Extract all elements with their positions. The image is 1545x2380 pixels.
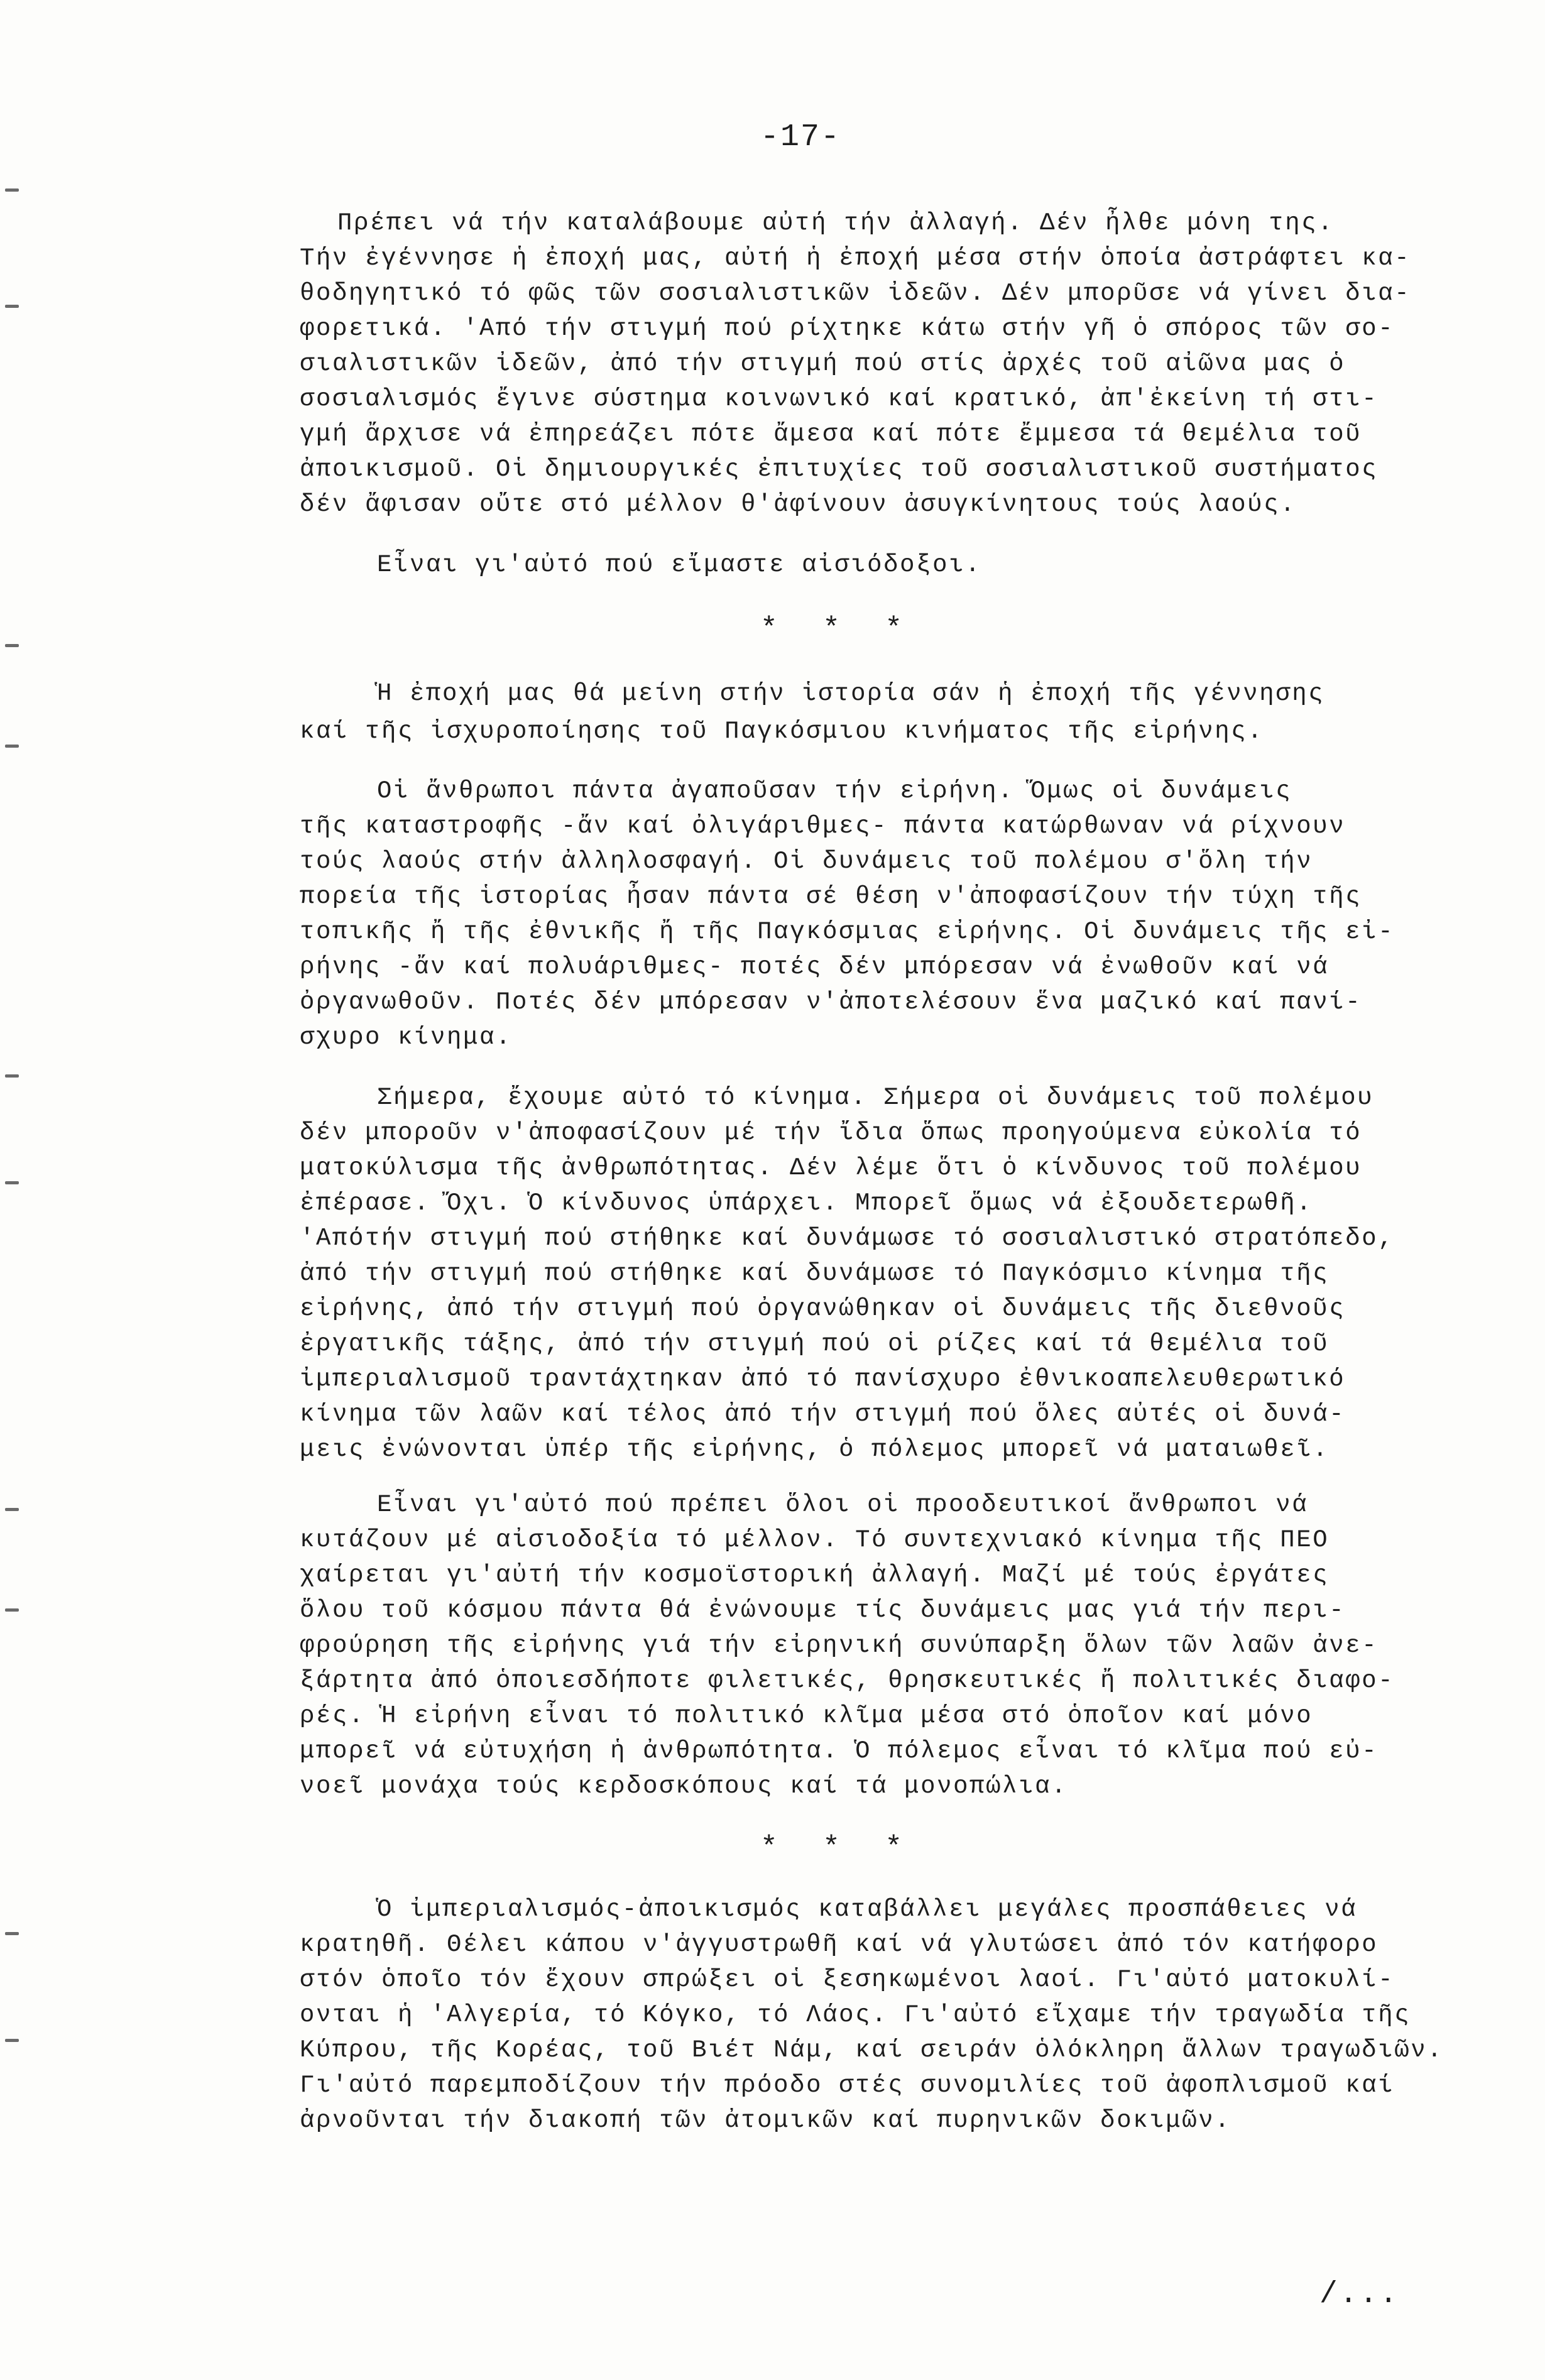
text-line: σχυρο κίνημα.: [300, 1024, 513, 1051]
text-line: ἰμπεριαλισμοῦ τραντάχτηκαν ἀπό τό πανίσχυρο ἐθνικοαπελευθερωτικό: [300, 1365, 1346, 1393]
text-line: ἀρνοῦνται τήν διακοπή τῶν ἀτομικῶν καί πυρηνικῶν δοκιμῶν.: [300, 2107, 1231, 2134]
scan-mark: [5, 644, 19, 647]
section-separator: * * *: [760, 613, 917, 645]
text-line: εἰρήνης, ἀπό τήν στιγμή πού ὀργανώθηκαν οἱ δυνάμεις τῆς διεθνοῦς: [300, 1295, 1346, 1323]
scan-mark: [5, 1181, 19, 1184]
text-line: κίνημα τῶν λαῶν καί τέλος ἀπό τήν στιγμή πού ὅλες αὐτές οἱ δυνά-: [300, 1400, 1346, 1428]
text-line: Ἡ ἐποχή μας θά μείνη στήν ἱστορία σάν ἡ ἐποχή τῆς γέννησης: [377, 680, 1325, 707]
text-line: ξάρτητα ἀπό ὁποιεσδήποτε φιλετικές, θρησκευτικές ἤ πολιτικές διαφο-: [300, 1667, 1395, 1695]
text-line: ονται ἡ 'Αλγερία, τό Κόγκο, τό Λάος. Γι'αὐτό εἴχαμε τήν τραγωδία τῆς: [300, 2001, 1411, 2029]
text-line: ἀποικισμοῦ. Οἱ δημιουργικές ἐπιτυχίες τοῦ σοσιαλιστικοῦ συστήματος: [300, 456, 1378, 483]
text-line: σοσιαλισμός ἔγινε σύστημα κοινωνικό καί κρατικό, ἀπ'ἐκείνη τή στι-: [300, 385, 1378, 413]
text-line: 'Απότήν στιγμή πού στήθηκε καί δυνάμωσε τό σοσιαλιστικό στρατόπεδο,: [300, 1225, 1395, 1252]
text-line: Τήν ἐγέννησε ἡ ἐποχή μας, αὐτή ἡ ἐποχή μέσα στήν ὁποία ἀστράφτει κα-: [300, 244, 1411, 272]
text-line: ρήνης -ἄν καί πολυάριθμες- ποτές δέν μπόρεσαν νά ἐνωθοῦν καί νά: [300, 953, 1329, 981]
text-line: τοπικῆς ἤ τῆς ἐθνικῆς ἤ τῆς Παγκόσμιας εἰρήνης. Οἱ δυνάμεις τῆς εἰ-: [300, 918, 1395, 946]
scan-mark: [5, 1608, 19, 1612]
text-line: καί τῆς ἰσχυροποίησης τοῦ Παγκόσμιου κινήματος τῆς εἰρήνης.: [300, 718, 1264, 745]
page-number: -17-: [760, 119, 841, 155]
text-line: Οἱ ἄνθρωποι πάντα ἀγαποῦσαν τήν εἰρήνη. Ὅμως οἱ δυνάμεις: [377, 777, 1292, 805]
text-line: τῆς καταστροφῆς -ἄν καί ὀλιγάριθμες- πάντα κατώρθωναν νά ρίχνουν: [300, 812, 1346, 840]
text-line: θοδηγητικό τό φῶς τῶν σοσιαλιστικῶν ἰδεῶν. Δέν μπορῦσε νά γίνει δια-: [300, 280, 1411, 307]
text-line: πορεία τῆς ἱστορίας ἦσαν πάντα σέ θέση ν'ἀποφασίζουν τήν τύχη τῆς: [300, 883, 1362, 910]
text-line: στόν ὁποῖο τόν ἔχουν σπρώξει οἱ ξεσηκωμένοι λαοί. Γι'αὐτό ματοκυλί-: [300, 1966, 1395, 1994]
text-line: Γι'αὐτό παρεμποδίζουν τήν πρόοδο στές συνομιλίες τοῦ ἀφοπλισμοῦ καί: [300, 2072, 1395, 2099]
text-line: ὀργανωθοῦν. Ποτές δέν μπόρεσαν ν'ἀποτελέσουν ἕνα μαζικό καί πανί-: [300, 988, 1362, 1016]
scan-mark: [5, 305, 19, 308]
text-line: δέν ἄφισαν οὔτε στό μέλλον θ'ἀφίνουν ἀσυγκίνητους τούς λαούς.: [300, 491, 1297, 518]
scan-mark: [5, 2039, 19, 2042]
text-line: γμή ἄρχισε νά ἐπηρεάζει πότε ἄμεσα καί πότε ἔμμεσα τά θεμέλια τοῦ: [300, 420, 1362, 448]
text-line: ἐπέρασε. Ὄχι. Ὁ κίνδυνος ὑπάρχει. Μπορεῖ ὅμως νά ἐξουδετερωθῆ.: [300, 1189, 1313, 1217]
text-line: κυτάζουν μέ αἰσιοδοξία τό μέλλον. Τό συντεχνιακό κίνημα τῆς ΠΕΟ: [300, 1526, 1329, 1554]
text-line: Κύπρου, τῆς Κορέας, τοῦ Βιέτ Νάμ, καί σειράν ὁλόκληρη ἄλλων τραγωδιῶν.: [300, 2036, 1444, 2064]
scan-mark: [5, 1074, 19, 1078]
text-line: μεις ἐνώνονται ὑπέρ τῆς εἰρήνης, ὁ πόλεμος μπορεῖ νά ματαιωθεῖ.: [300, 1436, 1329, 1463]
text-line: Πρέπει νά τήν καταλάβουμε αὐτή τήν ἀλλαγή. Δέν ἦλθε μόνη της.: [337, 209, 1335, 237]
text-line: ρές. Ἡ εἰρήνη εἶναι τό πολιτικό κλῖμα μέσα στό ὁποῖον καί μόνο: [300, 1702, 1313, 1730]
text-line: νοεῖ μονάχα τούς κερδοσκόπους καί τά μονοπώλια.: [300, 1772, 1068, 1800]
scan-mark: [5, 745, 19, 748]
text-line: κρατηθῆ. Θέλει κάπου ν'ἀγγυστρωθῆ καί νά γλυτώσει ἀπό τόν κατήφορο: [300, 1931, 1378, 1958]
text-line: μπορεῖ νά εὐτυχήση ἡ ἀνθρωπότητα. Ὁ πόλεμος εἶναι τό κλῖμα πού εὐ-: [300, 1737, 1378, 1765]
text-line: ματοκύλισμα τῆς ἀνθρωπότητας. Δέν λέμε ὅτι ὁ κίνδυνος τοῦ πολέμου: [300, 1154, 1362, 1182]
section-separator: * * *: [760, 1831, 917, 1864]
text-line: ἐργατικῆς τάξης, ἀπό τήν στιγμή πού οἱ ρίζες καί τά θεμέλια τοῦ: [300, 1330, 1329, 1358]
text-line: χαίρεται γι'αὐτή τήν κοσμοϊστορική ἀλλαγή. Μαζί μέ τούς ἐργάτες: [300, 1561, 1329, 1589]
continuation-mark: /...: [1319, 2278, 1400, 2312]
text-line: Εἶναι γι'αὐτό πού εἴμαστε αἰσιόδοξοι.: [377, 551, 982, 579]
text-line: φορετικά. 'Από τήν στιγμή πού ρίχτηκε κάτω στήν γῆ ὁ σπόρος τῶν σο-: [300, 315, 1395, 342]
text-line: Εἶναι γι'αὐτό πού πρέπει ὅλοι οἱ προοδευτικοί ἄνθρωποι νά: [377, 1491, 1309, 1519]
scan-mark: [5, 188, 19, 192]
text-line: ἀπό τήν στιγμή πού στήθηκε καί δυνάμωσε τό Παγκόσμιο κίνημα τῆς: [300, 1260, 1329, 1287]
text-line: φρούρηση τῆς εἰρήνης γιά τήν εἰρηνική συνύπαρξη ὅλων τῶν λαῶν ἀνε-: [300, 1632, 1378, 1659]
text-line: ὅλου τοῦ κόσμου πάντα θά ἐνώνουμε τίς δυνάμεις μας γιά τήν περι-: [300, 1597, 1346, 1624]
text-line: Ὁ ἰμπεριαλισμός-ἀποικισμός καταβάλλει μεγάλες προσπάθειες νά: [377, 1896, 1358, 1923]
text-line: τούς λαούς στήν ἀλληλοσφαγή. Οἱ δυνάμεις τοῦ πολέμου σ'ὅλη τήν: [300, 848, 1313, 875]
text-line: δέν μποροῦν ν'ἀποφασίζουν μέ τήν ἴδια ὅπως προηγούμενα εὐκολία τό: [300, 1119, 1362, 1147]
scan-mark: [5, 1508, 19, 1511]
text-line: Σήμερα, ἔχουμε αὐτό τό κίνημα. Σήμερα οἱ δυνάμεις τοῦ πολέμου: [377, 1084, 1374, 1111]
scan-mark: [5, 1932, 19, 1935]
text-line: σιαλιστικῶν ἰδεῶν, ἀπό τήν στιγμή πού στίς ἀρχές τοῦ αἰῶνα μας ὁ: [300, 350, 1346, 378]
